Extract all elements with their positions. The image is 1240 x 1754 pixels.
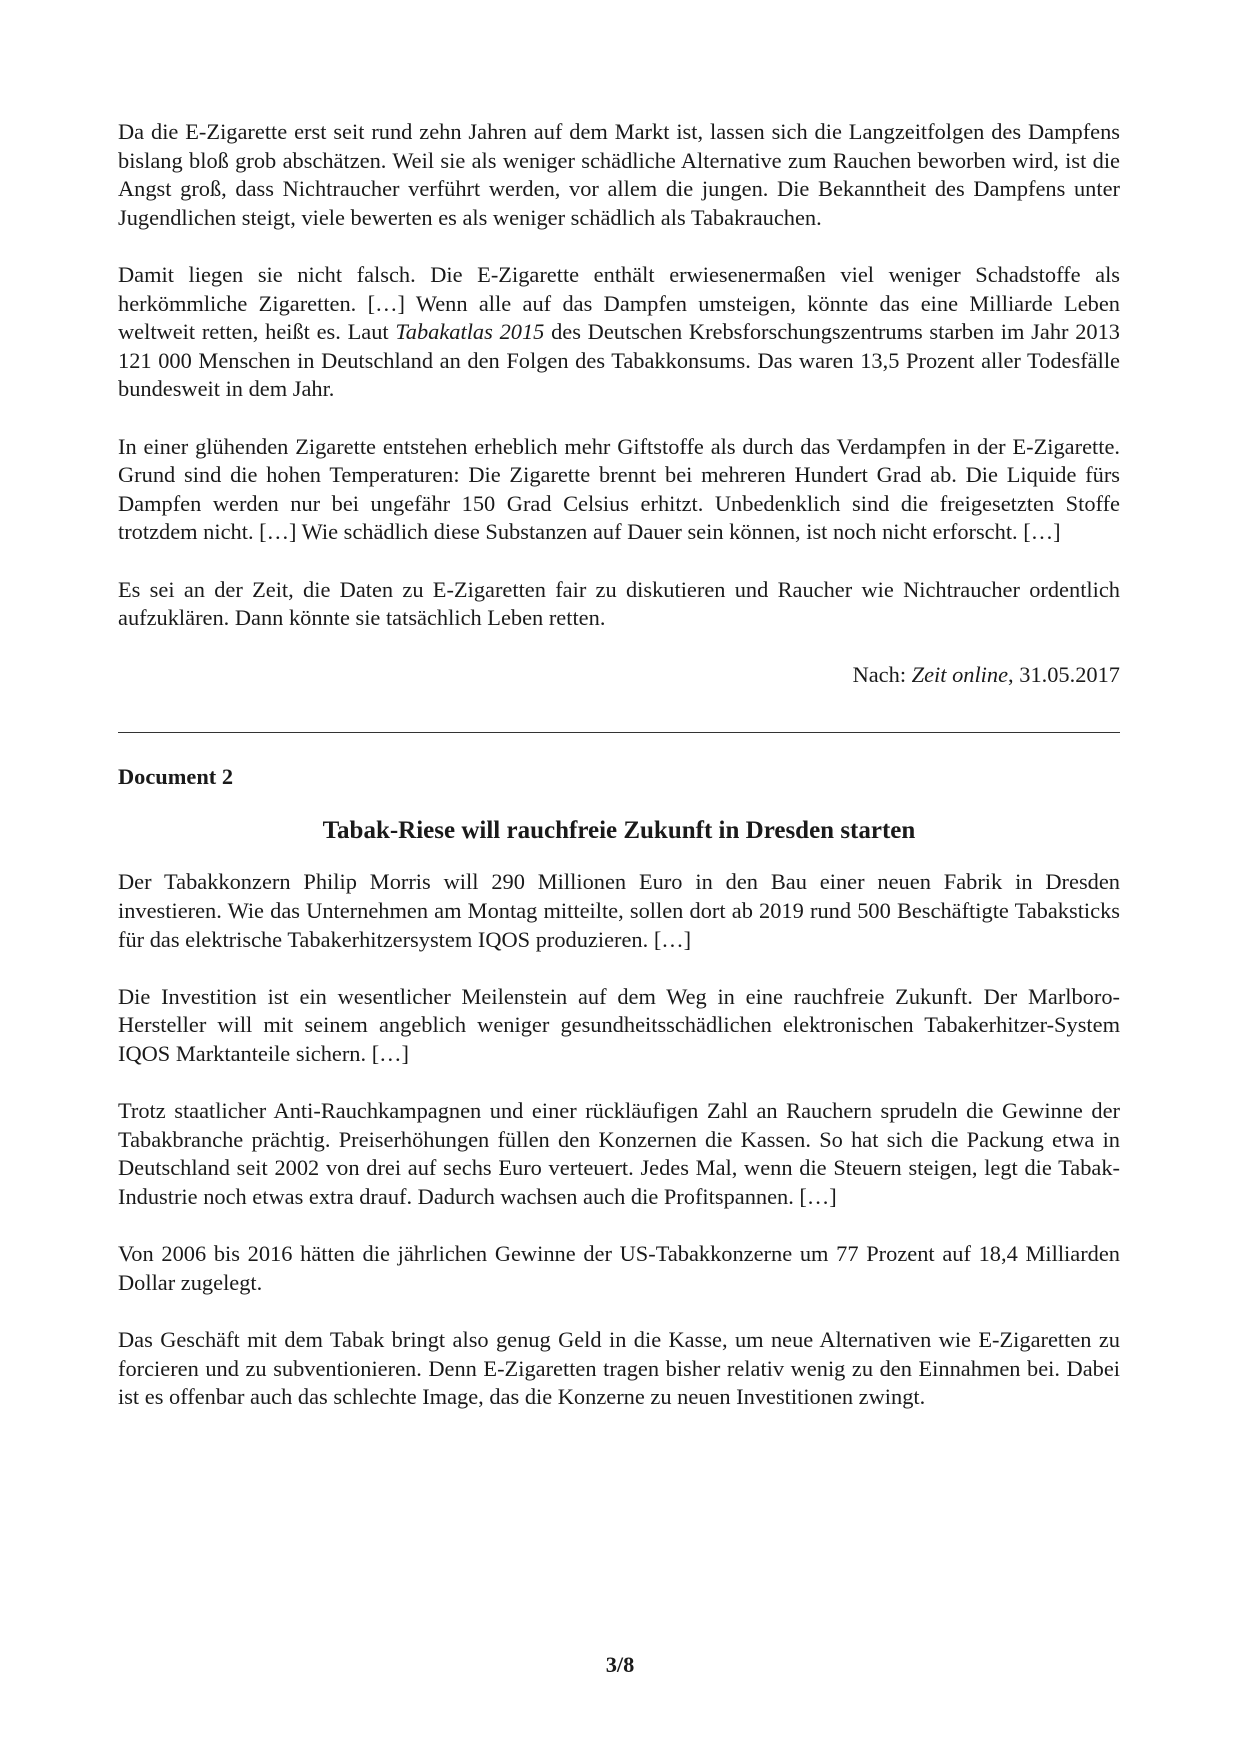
doc1-paragraph-2-text-b: des Deutschen Krebsforschungszentrums starben im Jahr 2013 121 000 Menschen in Deutschland an den Folgen des Tabakkonsums. Das waren 13,5 Prozent aller Todesfälle bundesweit in dem Jahr.: [118, 319, 1120, 402]
doc2-paragraph-4: Von 2006 bis 2016 hätten die jährlichen Gewinne der US-Tabakkonzerne um 77 Prozent auf 18,4 Milliarden Dollar zugelegt.: [118, 1241, 1120, 1295]
doc1-paragraph-1: Da die E-Zigarette erst seit rund zehn Jahren auf dem Markt ist, lassen sich die Langzeitfolgen des Dampfens bislang bloß grob abschätzen. Weil sie als weniger schädliche Alternative zum Rauchen beworben wird, ist die Angst groß, dass Nichtraucher verführt werden, vor allem die jungen. Die Bekanntheit des Dampfens unter Jugendlichen steigt, viele bewerten es als weniger schädlich als Tabakrauchen.: [118, 119, 1120, 230]
doc1-paragraph-3: In einer glühenden Zigarette entstehen erheblich mehr Giftstoffe als durch das Verdampfen in der E-Zigarette. Grund sind die hohen Temperaturen: Die Zigarette brennt bei mehreren Hundert Grad ab. Die Liquide fürs Dampfen werden nur bei ungefähr 150 Grad Celsius erhitzt. Unbedenklich sind die freigesetzten Stoffe trotzdem nicht. […] Wie schädlich diese Substanzen auf Dauer sein können, ist noch nicht erforscht. […]: [118, 433, 1120, 545]
source-date: , 31.05.2017: [1008, 662, 1120, 688]
doc2-paragraph-1: Der Tabakkonzern Philip Morris will 290 Millionen Euro in den Bau einer neuen Fabrik in Dresden investieren. Wie das Unternehmen am Montag mitteilte, sollen dort ab 2019 rund 500 Beschäftigte Tabaksticks für das elektrische Tabakerhitzersystem IQOS produzieren. […]: [118, 869, 1120, 952]
doc1-paragraph-2-text-a: Damit liegen sie nicht falsch. Die E-Zigarette enthält erwiesenermaßen viel weniger Schadstoffe als herkömmliche Zigaretten. […] Wenn alle auf das Dampfen umsteigen, könnte das eine Milliarde Leben weltweit retten, heißt es. Laut: [118, 261, 1120, 345]
source-publication: Zeit online: [911, 662, 1009, 688]
source-prefix: Nach:: [852, 662, 912, 688]
page-content: [118, 118, 1120, 1440]
document-label: Document 2: [118, 763, 234, 789]
doc2-paragraph-5: Das Geschäft mit dem Tabak bringt also genug Geld in die Kasse, um neue Alternativen wie E-Zigaretten zu forcieren und zu subventionieren. Denn E-Zigaretten tragen bisher relativ wenig zu den Einnahmen bei. Dabei ist es offenbar auch das schlechte Image, das die Konzerne zu neuen Investitionen zwingt.: [118, 1326, 1120, 1410]
tabakatlas-title: Tabakatlas 2015: [395, 319, 545, 345]
document-2: [118, 763, 1120, 1412]
document-1-excerpt: [118, 118, 1120, 690]
article-title: Tabak-Riese will rauchfreie Zukunft in Dresden starten: [322, 817, 916, 845]
section-divider: [118, 732, 1120, 733]
doc2-paragraph-2: Die Investition ist ein wesentlicher Meilenstein auf dem Weg in eine rauchfreie Zukunft. Der Marlboro-Hersteller will mit seinem angeblich weniger gesundheitsschädlichen elektronischen Tabakerhitzer-System IQOS Marktanteile sichern. […]: [118, 983, 1120, 1067]
page-number: 3/8: [605, 1652, 635, 1677]
doc2-paragraph-3: Trotz staatlicher Anti-Rauchkampagnen und einer rückläufigen Zahl an Rauchern sprudeln die Gewinne der Tabakbranche prächtig. Preiserhöhungen füllen den Konzernen die Kassen. So hat sich die Packung etwa in Deutschland seit 2002 von drei auf sechs Euro verteuert. Jedes Mal, wenn die Steuern steigen, legt die Tabak-Industrie noch etwas extra drauf. Dadurch wachsen auch die Profitspannen. […]: [118, 1098, 1120, 1209]
doc1-source-citation: [118, 661, 1120, 690]
doc1-paragraph-4: Es sei an der Zeit, die Daten zu E-Zigaretten fair zu diskutieren und Raucher wie Nichtraucher ordentlich aufzuklären. Dann könnte sie tatsächlich Leben retten.: [118, 576, 1120, 631]
doc1-paragraph-2: [118, 261, 1120, 404]
